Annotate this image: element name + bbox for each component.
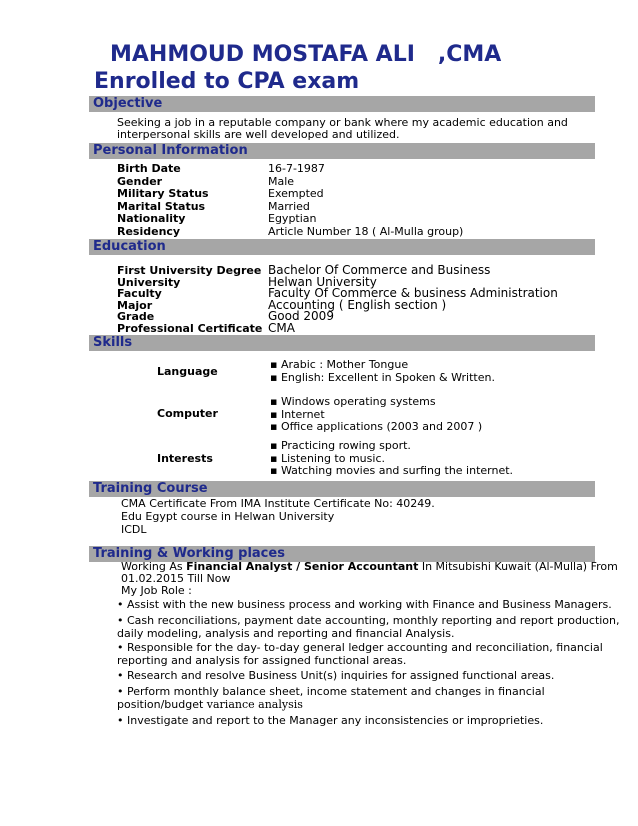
role-bullet-2: [117, 615, 620, 628]
role-bullet-3: [117, 642, 603, 655]
section-training-heading: Training Course: [89, 481, 595, 497]
value-major: Accounting ( English section ): [268, 297, 447, 312]
role-bullet-text: Investigate and report to the Manager any inconsistencies or improprieties.: [127, 714, 544, 727]
role-bullet-text-serif: variance analysis: [206, 698, 303, 711]
training-line-edu-egypt: Edu Egypt course in Helwan University: [121, 510, 335, 523]
value-faculty: Faculty Of Commerce & business Administration: [268, 286, 558, 300]
value-birth-date: 16-7-1987: [268, 162, 325, 175]
label-residency: Residency: [117, 224, 181, 238]
role-bullet-text: Assist with the new business process and working with Finance and Business Managers.: [127, 598, 612, 611]
label-major: Major: [117, 298, 153, 312]
section-skills-heading: Skills: [89, 335, 595, 351]
label-marital-status: Marital Status: [117, 199, 206, 213]
label-faculty: Faculty: [117, 287, 162, 300]
label-gender: Gender: [117, 174, 163, 188]
working-intro-suffix: In Mitsubishi Kuwait (Al-Mulla) From: [418, 560, 618, 573]
role-bullet-5-cont: [117, 699, 303, 712]
bullet-dot: •: [117, 714, 124, 727]
skill-label-computer: Computer: [157, 407, 218, 420]
section-working-heading: Training & Working places: [89, 546, 595, 562]
role-bullet-3-cont: reporting and analysis for assigned functional areas.: [117, 654, 407, 667]
bullet-dot: •: [117, 598, 124, 611]
training-line-icdl: ICDL: [121, 523, 147, 536]
working-intro-line2: 01.02.2015 Till Now: [121, 572, 231, 585]
working-job-title: Financial Analyst / Senior Accountant: [186, 560, 419, 573]
education-labels: [117, 265, 262, 334]
objective-text-line2: interpersonal skills are well developed and utilized.: [117, 128, 400, 141]
value-university: Helwan University: [268, 274, 377, 289]
candidate-subtitle: Enrolled to CPA exam: [94, 69, 360, 94]
skill-label-interests: Interests: [157, 452, 213, 465]
candidate-name: MAHMOUD MOSTAFA ALI ,CMA: [110, 42, 502, 67]
label-nationality: Nationality: [117, 212, 186, 225]
interest-item-rowing: ▪ Practicing rowing sport.: [270, 439, 411, 452]
value-gender: Male: [268, 174, 295, 188]
role-bullet-5: [117, 686, 545, 699]
computer-item-office: ▪ Office applications (2003 and 2007 ): [270, 420, 483, 433]
value-grade: Good 2009: [268, 309, 334, 323]
interest-item-music: ▪ Listening to music.: [270, 451, 385, 465]
interest-item-movies: ▪ Watching movies and surfing the internet.: [270, 464, 514, 477]
training-line-cma: CMA Certificate From IMA Institute Certificate No: 40249.: [121, 497, 435, 510]
label-first-degree: First University Degree: [117, 264, 262, 277]
section-personal-heading: Personal Information: [89, 143, 595, 159]
section-objective-heading: Objective: [89, 96, 595, 112]
language-list: [270, 359, 495, 384]
computer-list: [270, 396, 482, 434]
working-role-label: My Job Role :: [121, 584, 192, 597]
interests-list: [270, 440, 513, 478]
language-item-english: ▪ English: Excellent in Spoken & Written.: [270, 370, 495, 384]
language-item-arabic: ▪ Arabic : Mother Tongue: [270, 358, 409, 371]
section-education-heading: Education: [89, 239, 595, 255]
role-bullet-4: [117, 670, 554, 683]
role-bullet-text: Research and resolve Business Unit(s) inquiries for assigned functional areas.: [127, 669, 555, 682]
value-professional-certificate: CMA: [268, 320, 295, 335]
education-values: [268, 264, 558, 333]
label-grade: Grade: [117, 310, 155, 323]
role-bullet-text: Cash reconciliations, payment date accounting, monthly reporting and report production,: [127, 614, 620, 627]
label-birth-date: Birth Date: [117, 162, 181, 175]
bullet-dot: •: [117, 685, 124, 698]
role-bullet-text: Responsible for the day- to-day general ledger accounting and reconciliation, financial: [127, 641, 603, 654]
label-university: University: [117, 275, 181, 289]
value-first-degree: Bachelor Of Commerce and Business: [268, 263, 491, 277]
label-professional-certificate: Professional Certificate: [117, 321, 263, 335]
role-bullet-6: [117, 715, 543, 728]
skill-label-language: Language: [157, 365, 218, 378]
computer-item-windows: ▪ Windows operating systems: [270, 395, 436, 408]
bullet-dot: •: [117, 669, 124, 682]
role-bullet-1: [117, 599, 612, 612]
value-marital-status: Married: [268, 199, 310, 213]
personal-values: [268, 163, 463, 238]
value-nationality: Egyptian: [268, 212, 317, 225]
role-bullet-2-cont: daily modeling, analysis and reporting and financial Analysis.: [117, 627, 455, 640]
role-bullet-text: Perform monthly balance sheet, income statement and changes in financial: [123, 685, 545, 698]
role-bullet-text: position/budget: [117, 698, 207, 711]
bullet-dot: •: [117, 641, 124, 654]
computer-item-internet: ▪ Internet: [270, 407, 325, 421]
value-military-status: Exempted: [268, 187, 324, 200]
bullet-dot: •: [117, 614, 124, 627]
working-intro-prefix: Working As: [121, 560, 187, 573]
objective-text-line1: Seeking a job in a reputable company or bank where my academic education and: [117, 116, 568, 129]
value-residency: Article Number 18 ( Al-Mulla group): [268, 224, 464, 238]
personal-labels: [117, 163, 209, 238]
label-military-status: Military Status: [117, 187, 209, 200]
